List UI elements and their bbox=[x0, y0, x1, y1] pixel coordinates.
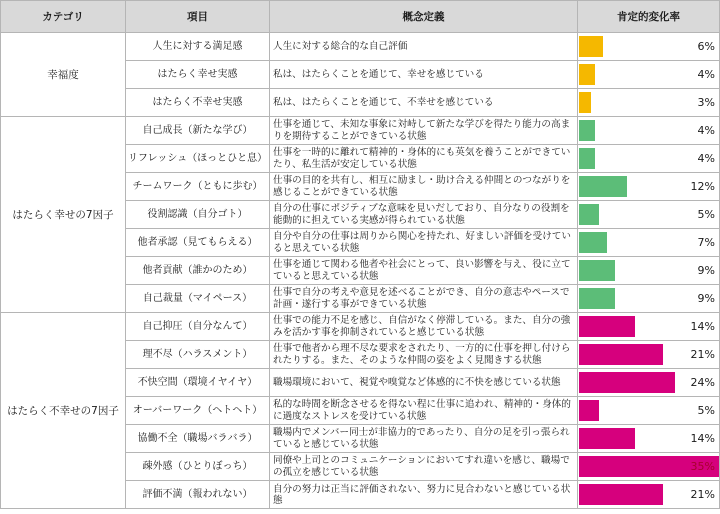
definition-cell: 自分や自分の仕事は周りから関心を持たれ、好ましい評価を受けていると思えている状態 bbox=[270, 229, 578, 257]
change-rate-cell bbox=[578, 201, 720, 229]
table-row bbox=[1, 313, 720, 341]
item-cell: 協働不全（職場バラバラ） bbox=[126, 425, 270, 453]
item-cell: はたらく幸せ実感 bbox=[126, 61, 270, 89]
item-cell: 自己抑圧（自分なんて） bbox=[126, 313, 270, 341]
change-rate-cell bbox=[578, 425, 720, 453]
change-rate-label: 21% bbox=[690, 347, 715, 361]
item-cell: 役割認識（自分ゴト） bbox=[126, 201, 270, 229]
category-cell: 幸福度 bbox=[1, 33, 126, 117]
change-rate-label: 3% bbox=[697, 95, 715, 109]
category-cell: はたらく幸せの7因子 bbox=[1, 117, 126, 313]
change-rate-bar bbox=[579, 428, 635, 449]
change-rate-label: 21% bbox=[690, 487, 715, 501]
header-item: 項目 bbox=[126, 1, 270, 33]
change-rate-bar bbox=[579, 148, 595, 169]
item-cell: 自己成長（新たな学び） bbox=[126, 117, 270, 145]
change-rate-bar bbox=[579, 36, 603, 57]
table-row bbox=[1, 33, 720, 61]
change-rate-bar bbox=[579, 260, 615, 281]
header-definition: 概念定義 bbox=[270, 1, 578, 33]
change-rate-label: 4% bbox=[697, 151, 715, 165]
table-row bbox=[1, 117, 720, 145]
item-cell: 人生に対する満足感 bbox=[126, 33, 270, 61]
change-rate-cell bbox=[578, 117, 720, 145]
item-cell: 他者承認（見てもらえる） bbox=[126, 229, 270, 257]
definition-cell: 自分の努力は正当に評価されない、努力に見合わないと感じている状態 bbox=[270, 481, 578, 509]
change-rate-label: 24% bbox=[690, 375, 715, 389]
change-rate-bar bbox=[579, 288, 615, 309]
change-rate-label: 6% bbox=[697, 39, 715, 53]
change-rate-label: 4% bbox=[697, 123, 715, 137]
change-rate-bar bbox=[579, 176, 627, 197]
item-cell: 評価不満（報われない） bbox=[126, 481, 270, 509]
category-cell: はたらく不幸せの7因子 bbox=[1, 313, 126, 509]
change-rate-cell bbox=[578, 341, 720, 369]
change-rate-bar bbox=[579, 92, 591, 113]
definition-cell: 人生に対する総合的な自己評価 bbox=[270, 33, 578, 61]
definition-cell: 職場環境において、視覚や嗅覚など体感的に不快を感じている状態 bbox=[270, 369, 578, 397]
change-rate-cell bbox=[578, 257, 720, 285]
change-rate-cell bbox=[578, 285, 720, 313]
change-rate-label: 5% bbox=[697, 403, 715, 417]
change-rate-bar bbox=[579, 316, 635, 337]
change-rate-label: 7% bbox=[697, 235, 715, 249]
item-cell: 理不尽（ハラスメント） bbox=[126, 341, 270, 369]
definition-cell: 仕事で他者から理不尽な要求をされたり、一方的に仕事を押し付けられたりする。また、そのような仲間の姿をよく見聞きする状態 bbox=[270, 341, 578, 369]
item-cell: リフレッシュ（ほっとひと息） bbox=[126, 145, 270, 173]
change-rate-bar bbox=[579, 484, 663, 505]
item-cell: 不快空間（環境イヤイヤ） bbox=[126, 369, 270, 397]
change-rate-label: 4% bbox=[697, 67, 715, 81]
change-rate-label: 5% bbox=[697, 207, 715, 221]
definition-cell: 仕事の目的を共有し、相互に励まし・助け合える仲間とのつながりを感じることができている状態 bbox=[270, 173, 578, 201]
definition-cell: 自分の仕事にポジティブな意味を見いだしており、自分なりの役割を能動的に担えている実感が得られている状態 bbox=[270, 201, 578, 229]
change-rate-bar bbox=[579, 120, 595, 141]
change-rate-cell bbox=[578, 397, 720, 425]
change-rate-bar bbox=[579, 400, 599, 421]
definition-cell: 仕事での能力不足を感じ、自信がなく停滞している。また、自分の強みを活かす事を抑制されていると感じている状態 bbox=[270, 313, 578, 341]
change-rate-label: 9% bbox=[697, 263, 715, 277]
change-rate-cell bbox=[578, 89, 720, 117]
definition-cell: 同僚や上司とのコミュニケーションにおいてすれ違いを感じ、職場での孤立を感じている状態 bbox=[270, 453, 578, 481]
change-rate-bar bbox=[579, 64, 595, 85]
change-rate-cell bbox=[578, 61, 720, 89]
change-rate-label: 14% bbox=[690, 319, 715, 333]
item-cell: はたらく不幸せ実感 bbox=[126, 89, 270, 117]
change-rate-cell bbox=[578, 313, 720, 341]
change-rate-cell bbox=[578, 453, 720, 481]
table-body bbox=[1, 33, 720, 509]
change-rate-label: 14% bbox=[690, 431, 715, 445]
table-header-row bbox=[1, 1, 720, 33]
definition-cell: 仕事を通じて関わる他者や社会にとって、良い影響を与え、役に立てていると思えている状態 bbox=[270, 257, 578, 285]
header-category: カテゴリ bbox=[1, 1, 126, 33]
change-rate-bar bbox=[579, 204, 599, 225]
change-rate-bar bbox=[579, 344, 663, 365]
definition-cell: 私は、はたらくことを通じて、不幸せを感じている bbox=[270, 89, 578, 117]
definition-cell: 私的な時間を断念させるを得ない程に仕事に追われ、精神的・身体的に過度なストレスを受けている状態 bbox=[270, 397, 578, 425]
definition-cell: 職場内でメンバー同士が非協力的であったり、自分の足を引っ張られていると感じている状態 bbox=[270, 425, 578, 453]
definition-cell: 仕事を通じて、未知な事象に対峙して新たな学びを得たり能力の高まりを期待することができている状態 bbox=[270, 117, 578, 145]
change-rate-cell bbox=[578, 481, 720, 509]
header-change-rate: 肯定的変化率 bbox=[578, 1, 720, 33]
change-rate-cell bbox=[578, 173, 720, 201]
item-cell: オーバーワーク（ヘトヘト） bbox=[126, 397, 270, 425]
change-rate-label: 9% bbox=[697, 291, 715, 305]
item-cell: 自己裁量（マイペース） bbox=[126, 285, 270, 313]
change-rate-cell bbox=[578, 369, 720, 397]
definition-cell: 仕事で自分の考えや意見を述べることができ、自分の意志やペースで計画・遂行する事ができている状態 bbox=[270, 285, 578, 313]
change-rate-cell bbox=[578, 33, 720, 61]
change-rate-label: 12% bbox=[690, 179, 715, 193]
item-cell: 疎外感（ひとりぼっち） bbox=[126, 453, 270, 481]
definition-cell: 仕事を一時的に離れて精神的・身体的にも英気を養うことができていたり、私生活が安定している状態 bbox=[270, 145, 578, 173]
change-rate-bar bbox=[579, 232, 607, 253]
change-rate-cell bbox=[578, 229, 720, 257]
item-cell: チームワーク（ともに歩む） bbox=[126, 173, 270, 201]
item-cell: 他者貢献（誰かのため） bbox=[126, 257, 270, 285]
change-rate-bar bbox=[579, 372, 675, 393]
definition-cell: 私は、はたらくことを通じて、幸せを感じている bbox=[270, 61, 578, 89]
change-rate-cell bbox=[578, 145, 720, 173]
change-rate-label: 35% bbox=[690, 459, 715, 473]
